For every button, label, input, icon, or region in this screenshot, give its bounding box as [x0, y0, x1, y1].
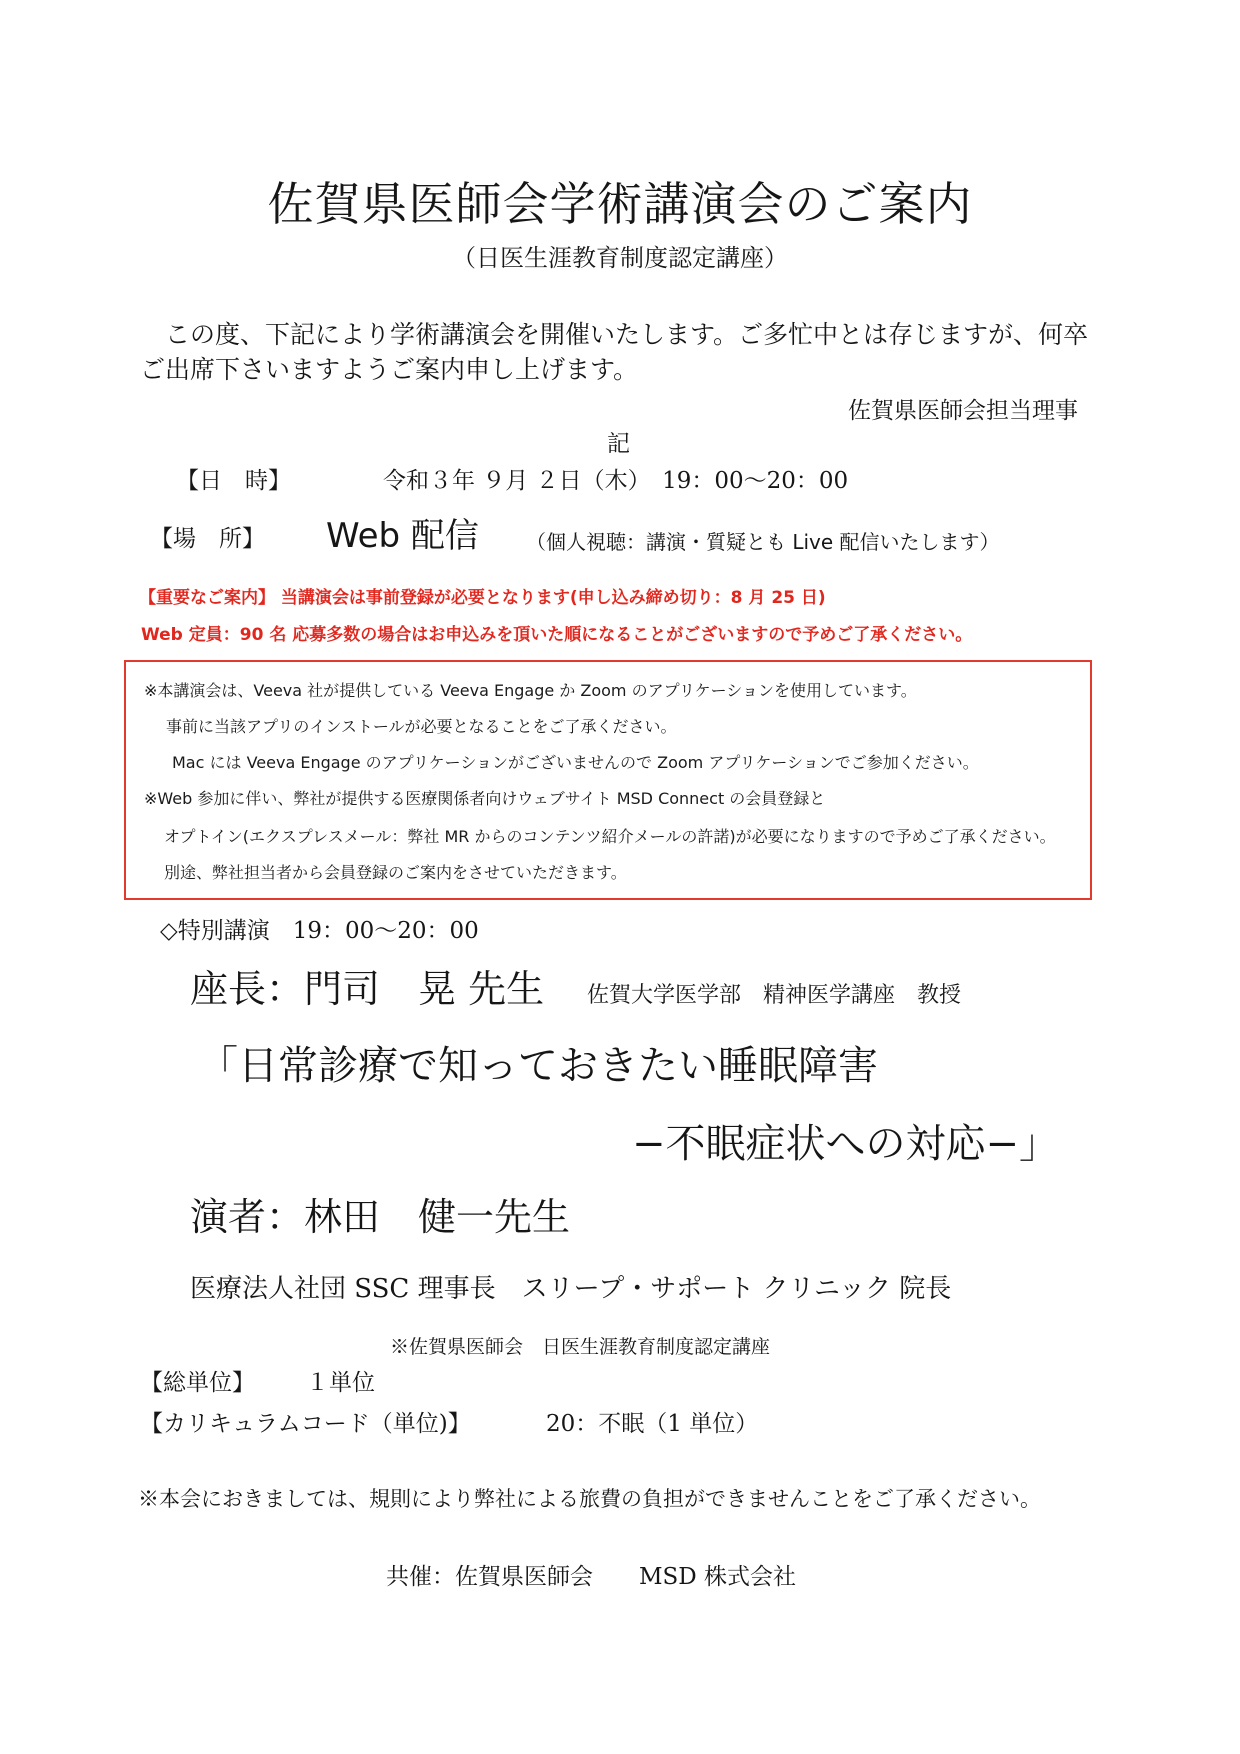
page-subtitle: （日医生涯教育制度認定講座） — [452, 244, 788, 272]
notice-line-1: ※本講演会は、Veeva 社が提供している Veeva Engage か Zoom のアプリケーションを使用しています。 — [144, 681, 917, 700]
speaker-affiliation: 医療法人社団 SSC 理事長 スリープ・サポート クリニック 院長 — [190, 1274, 952, 1304]
page-title: 佐賀県医師会学術講演会のご案内 — [267, 177, 973, 231]
curriculum-value: 20：不眠（1 単位） — [546, 1411, 759, 1437]
intro-line-2: ご出席下さいますようご案内申し上げます。 — [140, 355, 639, 384]
notice-line-3: Mac には Veeva Engage のアプリケーションがございませんので Zoom アプリケーションでご参加ください。 — [172, 753, 979, 772]
place-main: Web 配信 — [326, 516, 479, 556]
travel-note: ※本会におきましては、規則により弊社による旅費の負担ができませんことをご了承ください。 — [138, 1487, 1041, 1511]
intro-line-1: この度、下記により学術講演会を開催いたします。ご多忙中とは存じますが、何卒 — [165, 320, 1089, 349]
ki-heading: 記 — [607, 431, 630, 457]
notice-line-6: 別途、弊社担当者から会員登録のご案内をさせていただきます。 — [164, 863, 627, 882]
datetime-label: 【日 時】 — [176, 468, 291, 494]
notice-line-2: 事前に当該アプリのインストールが必要となることをご了承ください。 — [166, 717, 677, 736]
credit-note: ※佐賀県医師会 日医生涯教育制度認定講座 — [390, 1336, 771, 1358]
lecture-heading: ◇特別講演 19：00〜20：00 — [160, 918, 479, 944]
total-units-label: 【総単位】 — [140, 1370, 255, 1396]
important-line-2: Web 定員：90 名 応募多数の場合はお申込みを頂いた順になることがございますので予めご了承ください。 — [141, 625, 973, 645]
notice-box — [124, 660, 1092, 900]
lecture-title-line-2: −不眠症状への対応−」 — [632, 1121, 1060, 1167]
notice-line-4: ※Web 参加に伴い、弊社が提供する医療関係者向けウェブサイト MSD Connect の会員登録と — [144, 789, 826, 808]
chair-affiliation: 佐賀大学医学部 精神医学講座 教授 — [587, 983, 962, 1008]
important-line-1: 【重要なご案内】 当講演会は事前登録が必要となります(申し込み締め切り：8 月 25 日) — [139, 588, 826, 608]
datetime-value: 令和３年 ９月 ２日（木） 19：00〜20：00 — [383, 468, 849, 494]
curriculum-label: 【カリキュラムコード（単位)】 — [140, 1411, 471, 1437]
notice-line-5: オプトイン(エクスプレスメール：弊社 MR からのコンテンツ紹介メールの許諾)が必要になりますので予めご了承ください。 — [164, 827, 1056, 846]
place-note: （個人視聴：講演・質疑とも Live 配信いたします） — [526, 530, 1000, 554]
cohost-line: 共催：佐賀県医師会 MSD 株式会社 — [386, 1564, 797, 1590]
total-units-value: １単位 — [306, 1370, 375, 1396]
chair-name: 座長：門司 晃 先生 — [190, 967, 545, 1011]
signature: 佐賀県医師会担当理事 — [848, 398, 1078, 424]
lecture-title-line-1: 「日常診療で知っておきたい睡眠障害 — [198, 1043, 878, 1089]
place-label: 【場 所】 — [150, 526, 265, 552]
speaker-name: 演者：林田 健一先生 — [190, 1195, 571, 1239]
